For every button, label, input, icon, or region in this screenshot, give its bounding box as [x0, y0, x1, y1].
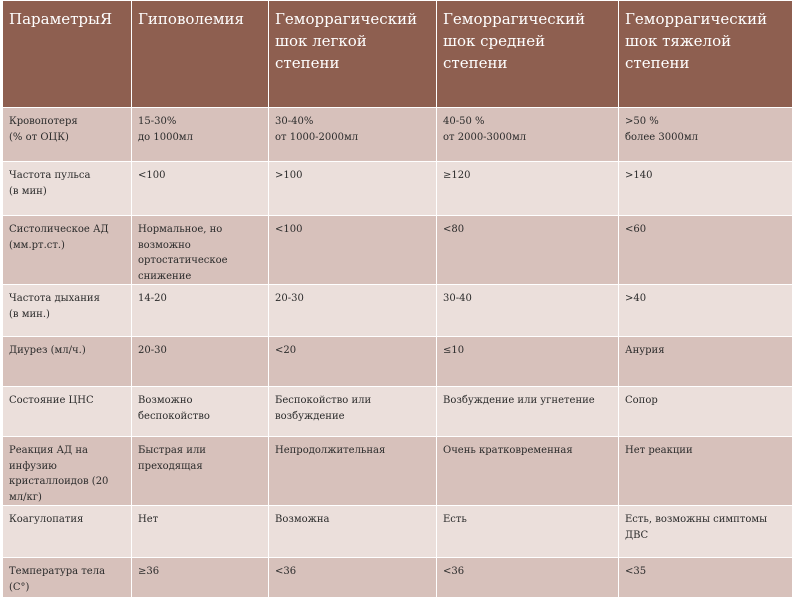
table-cell: Есть [437, 506, 619, 558]
table-cell: ≥36 [132, 558, 269, 598]
table-cell: >50 % более 3000мл [619, 108, 793, 162]
table-cell: <36 [437, 558, 619, 598]
row-label: Температура тела (C°) [3, 558, 132, 598]
table-cell: Очень кратковременная [437, 437, 619, 506]
row-label: Частота пульса (в мин) [3, 162, 132, 216]
table-cell: 15-30% до 1000мл [132, 108, 269, 162]
table-cell: Нормальное, но возможно ортостатическое снижение [132, 216, 269, 285]
table-cell: 20-30 [132, 337, 269, 387]
table-cell: 14-20 [132, 285, 269, 337]
table-cell: <20 [269, 337, 437, 387]
table-cell: Анурия [619, 337, 793, 387]
table-cell: >40 [619, 285, 793, 337]
table-cell: <100 [269, 216, 437, 285]
row-label: Состояние ЦНС [3, 387, 132, 437]
table-cell: ≤10 [437, 337, 619, 387]
table-row-coagulopathy [3, 506, 793, 558]
table-row-diuresis [3, 337, 793, 387]
row-label: Систолическое АД (мм.рт.ст.) [3, 216, 132, 285]
table-cell: Возбуждение или угнетение [437, 387, 619, 437]
table-cell: 30-40% от 1000-2000мл [269, 108, 437, 162]
table-cell: Быстрая или преходящая [132, 437, 269, 506]
table-cell: 20-30 [269, 285, 437, 337]
table-row-cns-state [3, 387, 793, 437]
table-row-bp-response [3, 437, 793, 506]
table-cell: 40-50 % от 2000-3000мл [437, 108, 619, 162]
table-cell: 30-40 [437, 285, 619, 337]
table-cell: Беспокойство или возбуждение [269, 387, 437, 437]
table-cell: Непродолжительная [269, 437, 437, 506]
table-cell: <60 [619, 216, 793, 285]
row-label: Коагулопатия [3, 506, 132, 558]
table-cell: <35 [619, 558, 793, 598]
header-hypovolemia: Гиповолемия [132, 1, 269, 108]
table-row-respiratory-rate [3, 285, 793, 337]
table-cell: Возможно беспокойство [132, 387, 269, 437]
table-header-row [3, 1, 793, 108]
table-row-pulse [3, 162, 793, 216]
header-parameters: ПараметрыЯ [3, 1, 132, 108]
table-cell: <36 [269, 558, 437, 598]
table-cell: Есть, возможны симптомы ДВС [619, 506, 793, 558]
table-row-body-temperature [3, 558, 793, 598]
hemorrhagic-shock-table [2, 0, 792, 598]
table-cell: Сопор [619, 387, 793, 437]
table-row-systolic-bp [3, 216, 793, 285]
header-shock-severe: Геморрагический шок тяжелой степени [619, 1, 793, 108]
table-cell: <100 [132, 162, 269, 216]
table-cell: Нет реакции [619, 437, 793, 506]
table-cell: ≥120 [437, 162, 619, 216]
row-label: Реакция АД на инфузию кристаллоидов (20 мл/кг) [3, 437, 132, 506]
table-cell: <80 [437, 216, 619, 285]
header-shock-mild: Геморрагический шок легкой степени [269, 1, 437, 108]
table-cell: Нет [132, 506, 269, 558]
row-label: Кровопотеря (% от ОЦК) [3, 108, 132, 162]
table-cell: Возможна [269, 506, 437, 558]
header-shock-moderate: Геморрагический шок средней степени [437, 1, 619, 108]
row-label: Частота дыхания (в мин.) [3, 285, 132, 337]
table-row-blood-loss [3, 108, 793, 162]
table-cell: >100 [269, 162, 437, 216]
hemorrhagic-shock-table-container [2, 0, 792, 600]
row-label: Диурез (мл/ч.) [3, 337, 132, 387]
table-cell: >140 [619, 162, 793, 216]
